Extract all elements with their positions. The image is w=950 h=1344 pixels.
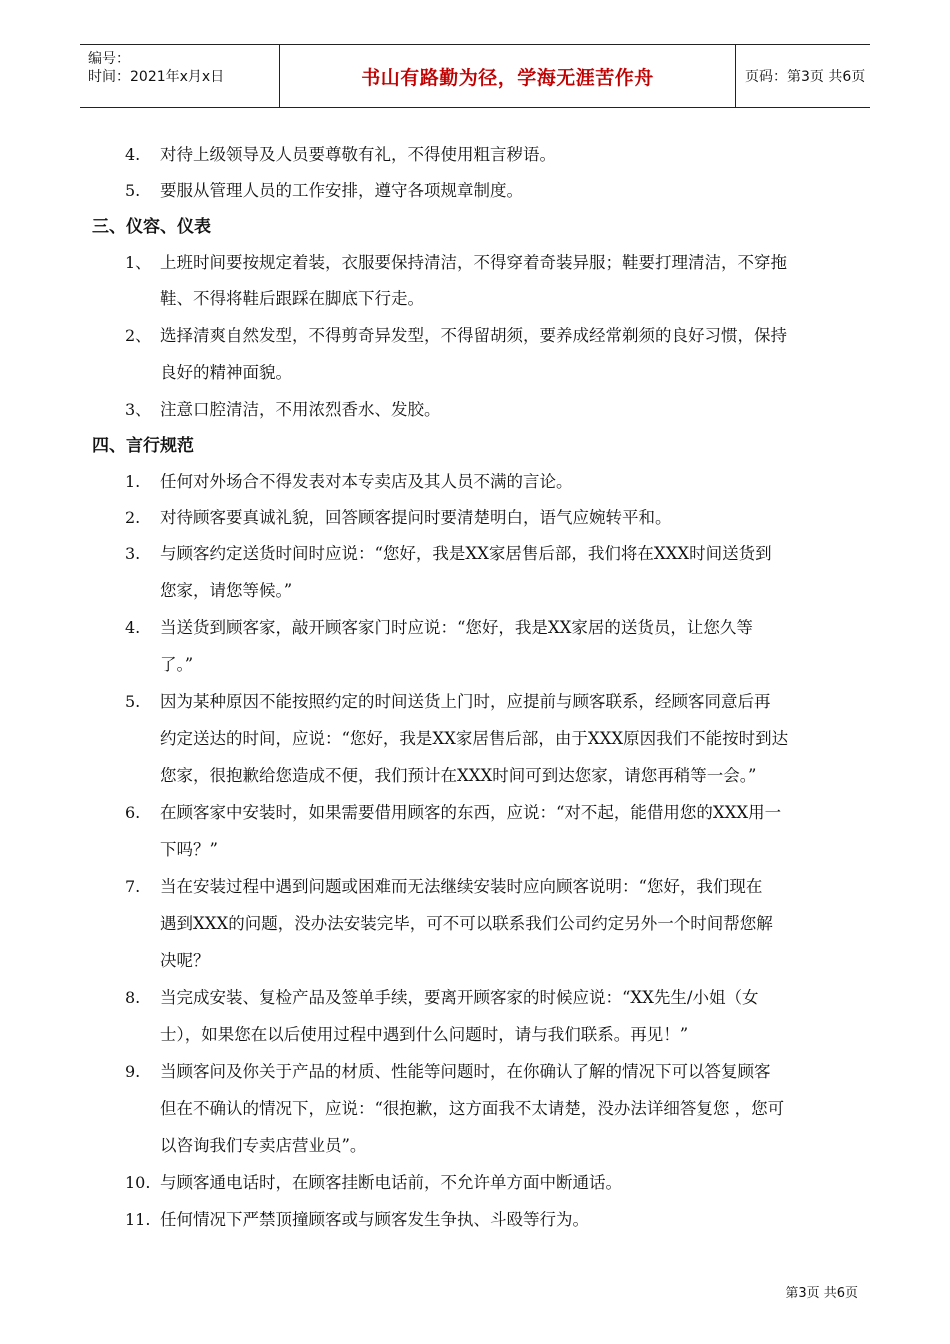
section-heading: 四、言行规范 xyxy=(92,436,194,456)
item-number: 3、 xyxy=(125,400,152,419)
item-text: 鞋、不得将鞋后跟踩在脚底下行走。 xyxy=(160,289,424,308)
item-text: 士），如果您在以后使用过程中遇到什么问题时，请与我们联系。再见！” xyxy=(160,1025,689,1044)
item-text: 遇到XXX的问题，没办法安装完毕，可不可以联系我们公司约定另外一个时间帮您解 xyxy=(160,914,773,933)
item-number: 8. xyxy=(125,988,141,1007)
item-text: 选择清爽自然发型，不得剪奇异发型，不得留胡须，要养成经常剃须的良好习惯，保持 xyxy=(160,326,787,345)
item-text: 约定送达的时间，应说：“您好，我是XX家居售后部，由于XXX原因我们不能按时到达 xyxy=(160,729,789,748)
item-text: 当顾客问及你关于产品的材质、性能等问题时，在你确认了解的情况下可以答复顾客 xyxy=(160,1062,771,1081)
item-text: 对待顾客要真诚礼貌，回答顾客提问时要清楚明白，语气应婉转平和。 xyxy=(160,508,672,527)
time-label: 时间：2021年x月x日 xyxy=(88,69,225,85)
item-text: 与顾客通电话时，在顾客挂断电话前，不允许单方面中断通话。 xyxy=(160,1173,622,1192)
item-number: 5. xyxy=(125,692,141,711)
item-number: 11. xyxy=(125,1210,151,1229)
item-text: 要服从管理人员的工作安排，遵守各项规章制度。 xyxy=(160,181,523,200)
item-text: 与顾客约定送货时间时应说：“您好，我是XX家居售后部，我们将在XXX时间送货到 xyxy=(160,544,772,563)
item-text: 下吗？” xyxy=(160,840,218,859)
item-number: 1、 xyxy=(125,253,152,272)
item-text: 您家，很抱歉给您造成不便，我们预计在XXX时间可到达您家，请您再稍等一会。” xyxy=(160,766,757,785)
item-text: 注意口腔清洁，不用浓烈香水、发胶。 xyxy=(160,400,441,419)
item-text: 上班时间要按规定着装，衣服要保持清洁，不得穿着奇装异服；鞋要打理清洁，不穿拖 xyxy=(160,253,787,272)
item-text: 当完成安装、复检产品及签单手续，要离开顾客家的时候应说：“XX先生/小姐（女 xyxy=(160,988,759,1007)
item-text: 您家，请您等候。” xyxy=(160,581,293,600)
item-number: 2、 xyxy=(125,326,152,345)
header-page-info: 页码：第3页 共6页 xyxy=(745,69,866,85)
item-number: 5. xyxy=(125,181,141,200)
page-header xyxy=(80,44,870,108)
item-number: 4. xyxy=(125,145,141,164)
code-label: 编号： xyxy=(88,51,130,67)
item-number: 9. xyxy=(125,1062,141,1081)
item-number: 3. xyxy=(125,544,141,563)
item-text: 当送货到顾客家，敲开顾客家门时应说：“您好，我是XX家居的送货员，让您久等 xyxy=(160,618,753,637)
item-number: 7. xyxy=(125,877,141,896)
item-number: 1. xyxy=(125,472,141,491)
item-text: 决呢？ xyxy=(160,951,210,970)
item-text: 因为某种原因不能按照约定的时间送货上门时，应提前与顾客联系，经顾客同意后再 xyxy=(160,692,771,711)
page-footer: 第3页 共6页 xyxy=(785,1286,858,1301)
item-number: 2. xyxy=(125,508,141,527)
item-text: 但在不确认的情况下，应说：“很抱歉，这方面我不太请楚，没办法详细答复您 ，您可 xyxy=(160,1099,785,1118)
item-text: 了。” xyxy=(160,655,194,674)
item-number: 6. xyxy=(125,803,141,822)
item-text: 在顾客家中安装时，如果需要借用顾客的东西，应说：“对不起，能借用您的XXX用一 xyxy=(160,803,782,822)
item-text: 良好的精神面貌。 xyxy=(160,363,292,382)
header-motto: 书山有路勤为径，学海无涯苦作舟 xyxy=(280,45,736,107)
item-number: 4. xyxy=(125,618,141,637)
item-text: 任何对外场合不得发表对本专卖店及其人员不满的言论。 xyxy=(160,472,573,491)
section-heading: 三、仪容、仪表 xyxy=(92,217,211,237)
item-number: 10. xyxy=(125,1173,151,1192)
item-text: 任何情况下严禁顶撞顾客或与顾客发生争执、斗殴等行为。 xyxy=(160,1210,589,1229)
item-text: 以咨询我们专卖店营业员”。 xyxy=(160,1136,367,1155)
item-text: 对待上级领导及人员要尊敬有礼，不得使用粗言秽语。 xyxy=(160,145,556,164)
item-text: 当在安装过程中遇到问题或困难而无法继续安装时应向顾客说明：“您好，我们现在 xyxy=(160,877,763,896)
header-meta xyxy=(80,45,280,107)
